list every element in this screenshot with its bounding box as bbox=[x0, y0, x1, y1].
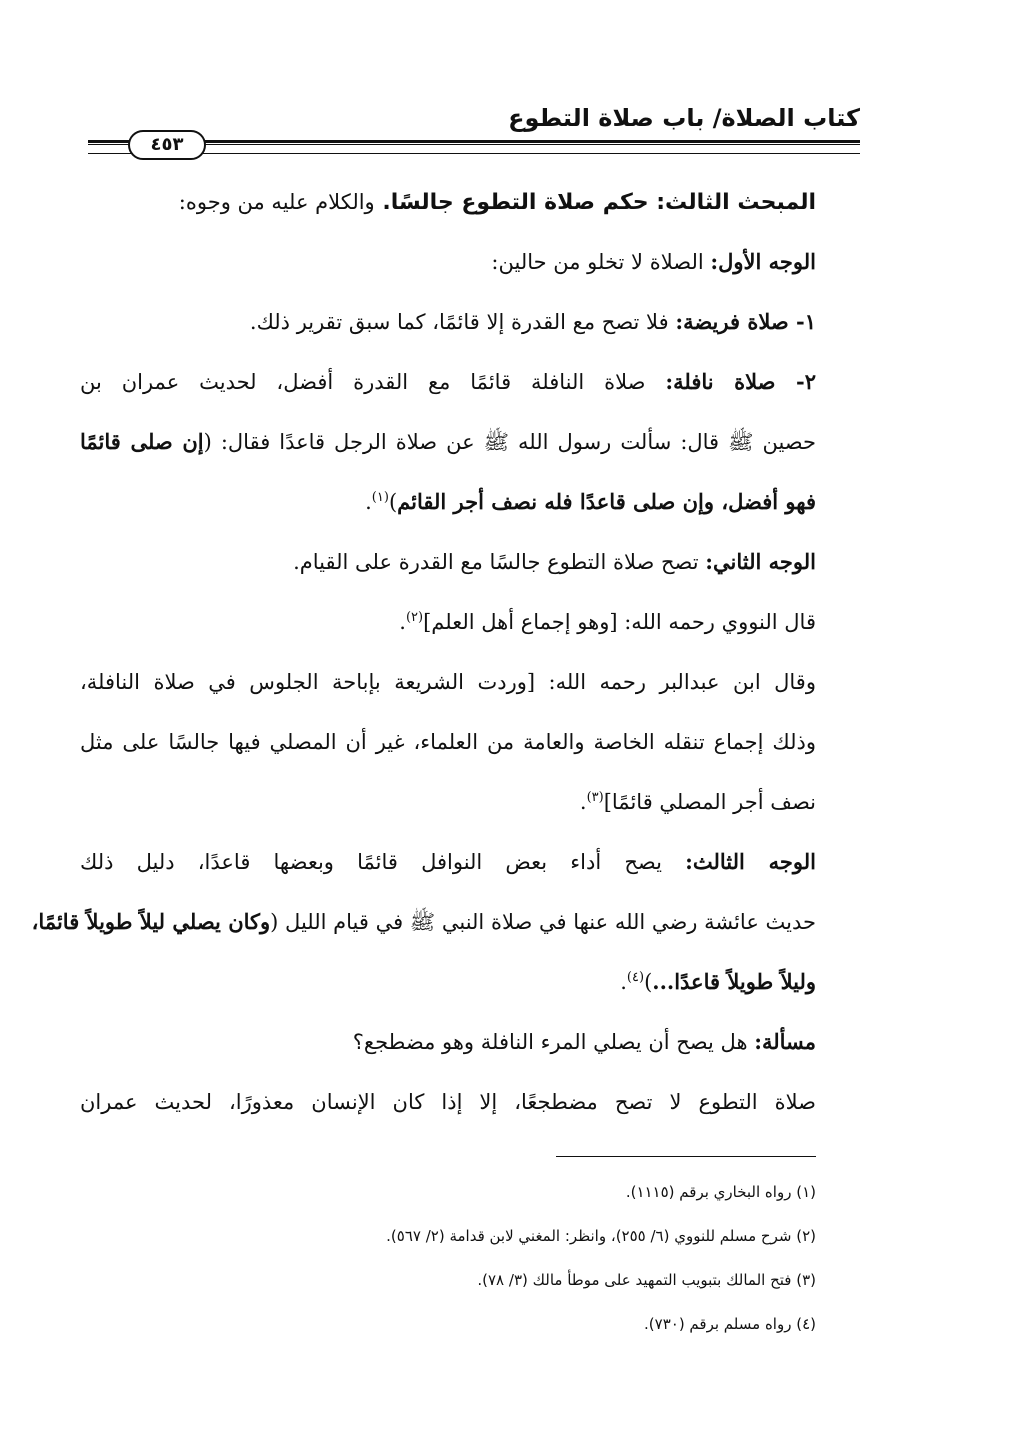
paren: ) bbox=[644, 970, 653, 994]
paragraph-line bbox=[80, 292, 816, 352]
footnote-separator bbox=[556, 1156, 816, 1157]
footnote-item: (٣) فتح المالك بتبويب التمهيد على موطأ مالك (٣/ ٧٨). bbox=[477, 1271, 816, 1289]
paragraph-text: قال النووي رحمه الله: [وهو إجماع أهل العلم] bbox=[423, 610, 816, 634]
section-heading-tail: والكلام عليه من وجوه: bbox=[178, 190, 375, 214]
hadith-quote: وكان يصلي ليلاً طويلاً قائمًا، bbox=[31, 909, 271, 934]
footnote-ref: (١) bbox=[371, 490, 389, 505]
hadith-quote: فهو أفضل، وإن صلى قاعدًا فله نصف أجر القائم bbox=[397, 489, 816, 514]
paragraph-line bbox=[80, 1072, 816, 1132]
footnote-item: (٢) شرح مسلم للنووي (٦/ ٢٥٥)، وانظر: المغني لابن قدامة (٢/ ٥٦٧). bbox=[386, 1227, 816, 1245]
point-label: الوجه الثاني: bbox=[705, 549, 816, 574]
footnote-item: (٤) رواه مسلم برقم (٧٣٠). bbox=[644, 1315, 816, 1333]
paragraph-text: نصف أجر المصلي قائمًا] bbox=[603, 790, 816, 814]
page-header bbox=[88, 100, 860, 170]
paragraph-text: حصين ﷺ قال: سألت رسول الله ﷺ عن صلاة الرجل قاعدًا فقال: ( bbox=[203, 430, 816, 454]
paragraph-line bbox=[80, 712, 816, 772]
paragraph-text: وقال ابن عبدالبر رحمه الله: [وردت الشريعة بإباحة الجلوس في صلاة النافلة، bbox=[80, 670, 816, 694]
section-heading bbox=[80, 172, 816, 232]
paragraph-line bbox=[80, 352, 816, 412]
hadith-quote: وليلاً طويلاً قاعدًا... bbox=[652, 969, 816, 994]
running-title: كتاب الصلاة/ باب صلاة التطوع bbox=[508, 104, 860, 132]
point-label: الوجه الأول: bbox=[710, 249, 816, 274]
footnotes bbox=[300, 1170, 816, 1346]
main-text bbox=[31, 172, 816, 1132]
footnote-ref: (٣) bbox=[586, 790, 604, 805]
paragraph-text: صلاة التطوع لا تصح مضطجعًا، إلا إذا كان الإنسان معذورًا، لحديث عمران bbox=[80, 1090, 816, 1114]
paragraph-text: حديث عائشة رضي الله عنها في صلاة النبي ﷺ في قيام الليل ( bbox=[270, 910, 816, 934]
full-stop: . bbox=[579, 790, 587, 814]
paragraph-line bbox=[80, 412, 816, 472]
point-label: الوجه الثالث: bbox=[685, 849, 816, 874]
paragraph-text: صلاة النافلة قائمًا مع القدرة أفضل، لحديث عمران بن bbox=[80, 370, 646, 394]
footnote-ref: (٢) bbox=[405, 610, 424, 625]
paragraph-line bbox=[80, 952, 816, 1012]
hadith-quote: إن صلى قائمًا bbox=[80, 429, 204, 454]
paragraph-line bbox=[80, 652, 816, 712]
full-stop: . bbox=[365, 490, 372, 514]
paragraph-line bbox=[80, 532, 816, 592]
paren: ) bbox=[388, 490, 398, 514]
paragraph-line bbox=[80, 832, 816, 892]
paragraph-line bbox=[80, 472, 816, 532]
paragraph-text: يصح أداء بعض النوافل قائمًا وبعضها قاعدًا، دليل ذلك bbox=[80, 850, 662, 874]
paragraph-line bbox=[80, 592, 816, 652]
paragraph-line bbox=[80, 1012, 816, 1072]
paragraph-line bbox=[31, 892, 816, 952]
section-heading-title: المبحث الثالث: حكم صلاة التطوع جالسًا. bbox=[382, 190, 816, 215]
point-label: ١- صلاة فريضة: bbox=[675, 309, 816, 334]
full-stop: . bbox=[620, 970, 627, 994]
point-label: مسألة: bbox=[754, 1029, 816, 1054]
paragraph-text: فلا تصح مع القدرة إلا قائمًا، كما سبق تقرير ذلك. bbox=[249, 310, 669, 334]
paragraph-text: وذلك إجماع تنقله الخاصة والعامة من العلماء، غير أن المصلي فيها جالسًا على مثل bbox=[80, 730, 816, 754]
full-stop: . bbox=[399, 610, 406, 634]
footnote-item: (١) رواه البخاري برقم (١١١٥). bbox=[625, 1183, 816, 1201]
paragraph-text: الصلاة لا تخلو من حالين: bbox=[491, 250, 704, 274]
point-label: ٢- صلاة نافلة: bbox=[665, 369, 816, 394]
paragraph-line bbox=[80, 232, 816, 292]
page-number: ٤٥٣ bbox=[128, 130, 206, 160]
footnote-ref: (٤) bbox=[626, 970, 645, 985]
paragraph-text: هل يصح أن يصلي المرء النافلة وهو مضطجع؟ bbox=[352, 1030, 748, 1054]
paragraph-text: تصح صلاة التطوع جالسًا مع القدرة على القيام. bbox=[293, 550, 699, 574]
paragraph-line bbox=[80, 772, 816, 832]
